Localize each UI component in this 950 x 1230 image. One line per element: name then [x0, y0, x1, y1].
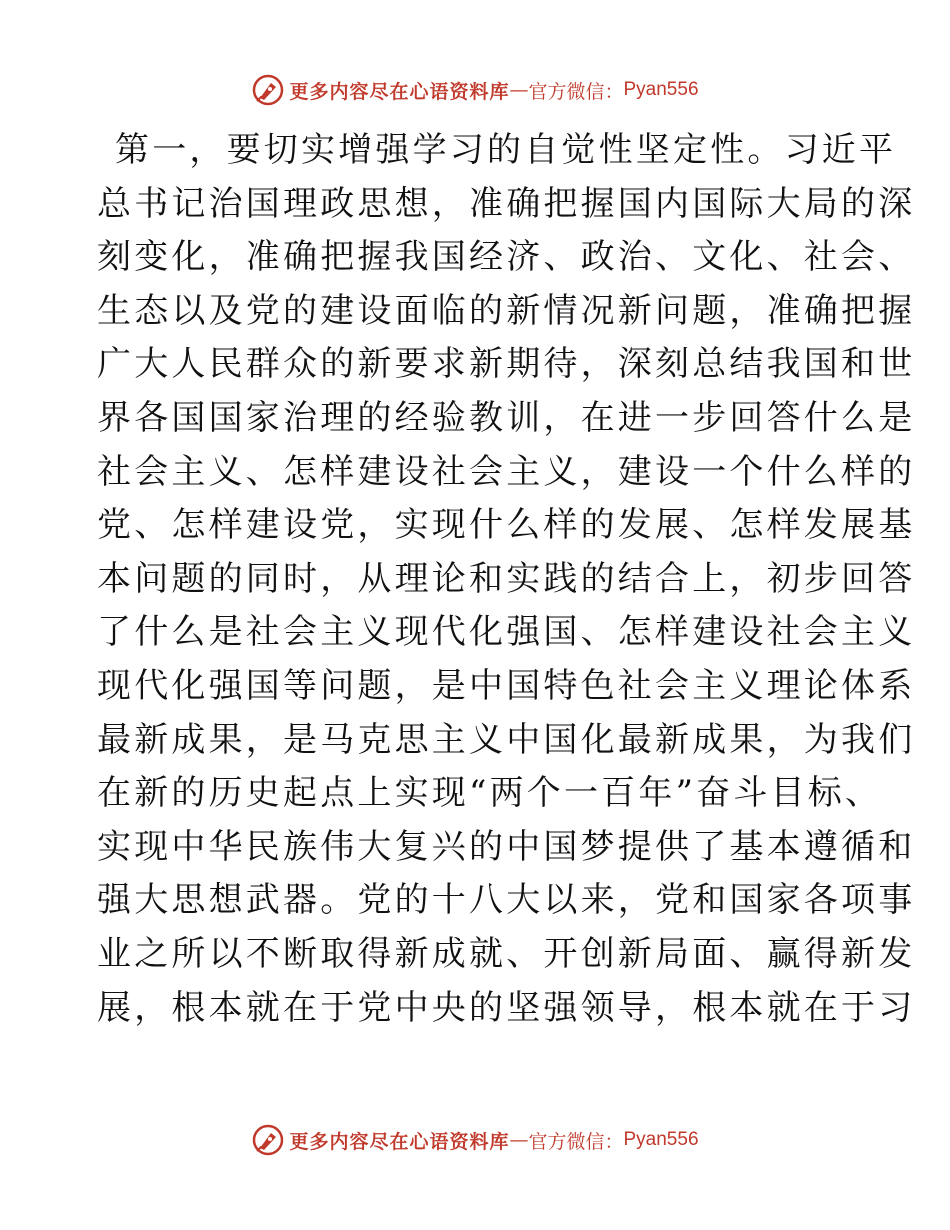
body-line: 业之所以不断取得新成就、开创新局面、赢得新发	[97, 933, 916, 974]
body-line: 了什么是社会主义现代化强国、怎样建设社会主义	[97, 612, 916, 653]
document-body	[97, 124, 916, 1035]
body-line: 第一，要切实增强学习的自觉性坚定性。习近平	[115, 130, 897, 170]
banner-wechat-id: Pyan556	[623, 79, 699, 100]
body-line: 最新成果，是马克思主义中国化最新成果，为我们	[97, 719, 916, 760]
body-line: 党、怎样建设党，实现什么样的发展、怎样发展基	[97, 505, 916, 546]
body-line: 总书记治国理政思想，准确把握国内国际大局的深	[97, 183, 916, 224]
body-line: 强大思想武器。党的十八大以来，党和国家各项事	[97, 880, 916, 921]
banner-main-text: 更多内容尽在心语资料库	[289, 80, 510, 103]
pen-nib-circle-icon	[251, 73, 285, 107]
body-line: 社会主义、怎样建设社会主义，建设一个什么样的	[97, 451, 916, 492]
body-line: 界各国国家治理的经验教训，在进一步回答什么是	[97, 397, 916, 438]
banner-main-text: 更多内容尽在心语资料库	[289, 1130, 510, 1153]
banner-wechat-id: Pyan556	[623, 1129, 699, 1150]
footer-banner	[0, 1122, 950, 1158]
banner-dash: —	[509, 79, 529, 101]
header-banner	[0, 72, 950, 108]
body-line: 在新的历史起点上实现“两个一百年”奋斗目标、	[97, 773, 883, 814]
pen-nib-circle-icon	[251, 1123, 285, 1157]
body-line: 展，根本就在于党中央的坚强领导，根本就在于习	[97, 987, 916, 1028]
body-line: 实现中华民族伟大复兴的中国梦提供了基本遵循和	[97, 826, 916, 867]
body-line: 本问题的同时，从理论和实践的结合上，初步回答	[97, 558, 916, 599]
banner-sub-text: 官方微信：	[528, 1130, 624, 1153]
body-line: 广大人民群众的新要求新期待，深刻总结我国和世	[97, 344, 916, 385]
banner-sub-text: 官方微信：	[528, 80, 624, 103]
body-line: 生态以及党的建设面临的新情况新问题，准确把握	[97, 290, 916, 331]
body-line: 刻变化，准确把握我国经济、政治、文化、社会、	[97, 237, 916, 278]
body-line: 现代化强国等问题，是中国特色社会主义理论体系	[97, 665, 916, 706]
banner-dash: —	[509, 1129, 529, 1151]
